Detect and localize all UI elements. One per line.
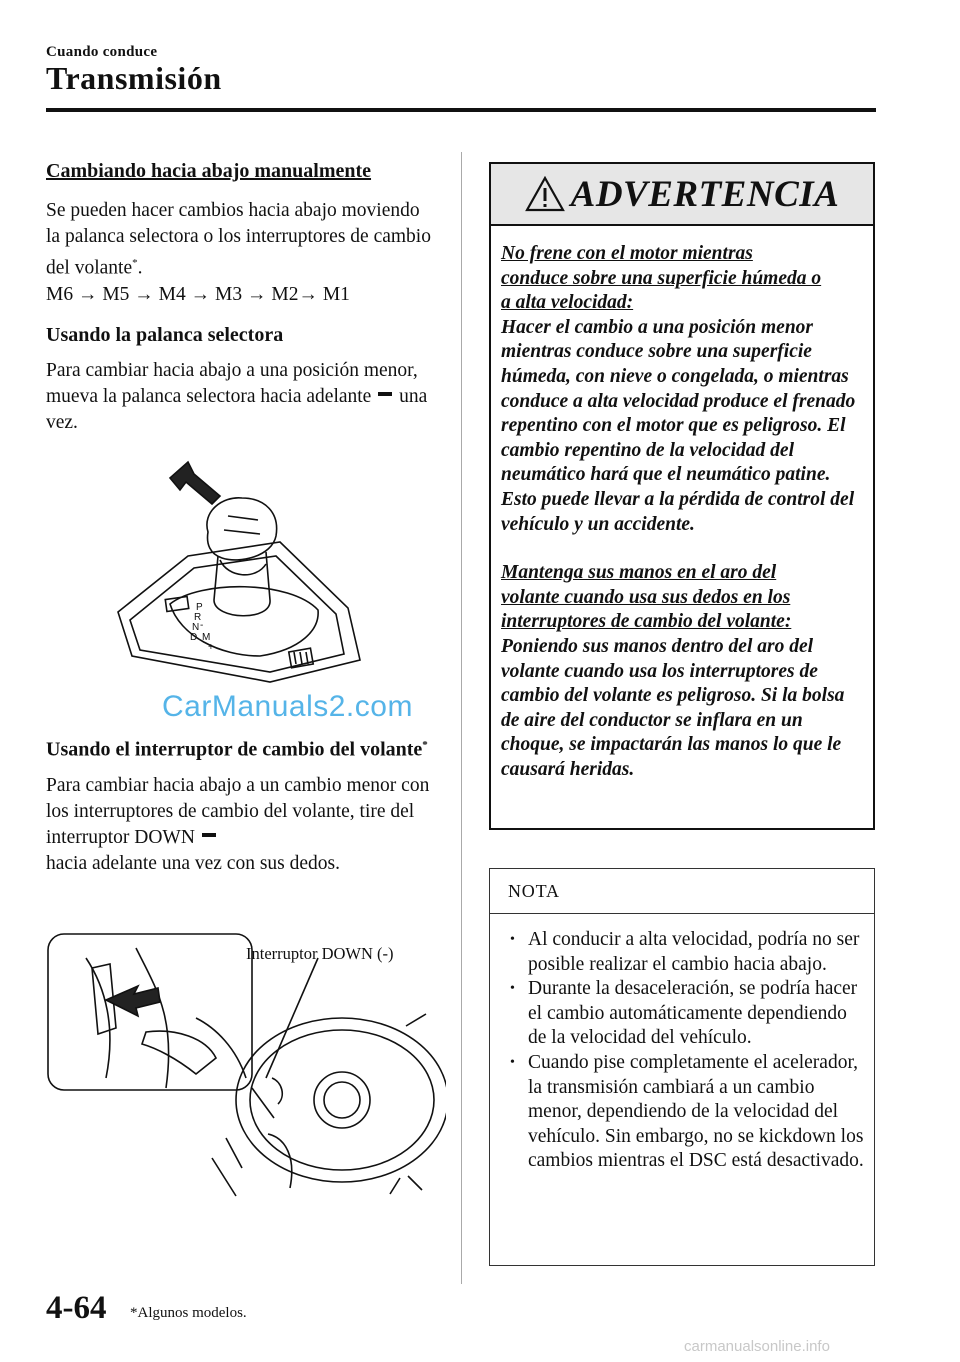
warning-heading-2: Mantenga sus manos en el aro del volante cuando usa sus dedos en los interruptores de cambio del volante:: [501, 562, 792, 633]
selector-lever-paragraph: Para cambiar hacia abajo a una posición menor, mueva la palanca selectora hacia adelante una vez.: [46, 359, 428, 433]
minus-symbol: [202, 833, 216, 837]
left-column: [46, 158, 438, 436]
note-box: [489, 868, 875, 1266]
shift-lever-illustration: [110, 460, 370, 685]
warning-body: [491, 226, 873, 782]
warning-text-1: Hacer el cambio a una posición menor mientras conduce sobre una superficie húmeda, con nieve o congelada, o mientras conduce a alta velocidad produce el frenado repentino con el motor que es peligroso. El cambio repentino de la velocidad del neumático hará que el neumático patine. Esto puede llevar a la pérdida de control del vehículo y un accidente.: [501, 316, 856, 535]
watermark: CarManuals2.com: [162, 690, 413, 723]
note-body: [490, 914, 874, 1174]
intro-paragraph: Se pueden hacer cambios hacia abajo moviendo la palanca selectora o los interruptores de cambio del volante*.: [46, 200, 431, 279]
page-title: Transmisión: [46, 60, 222, 96]
footnote: *Algunos modelos.: [130, 1305, 247, 1321]
note-item: • Durante la desaceleración, se podría hacer el cambio automáticamente dependiendo de la velocidad del vehículo.: [510, 977, 868, 1051]
subheading-selector-lever: Usando la palanca selectora: [46, 323, 284, 346]
section-heading: Cambiando hacia abajo manualmente: [46, 160, 372, 182]
header-rule: [46, 108, 876, 112]
gate-label-p: P: [196, 602, 203, 613]
warning-heading-1: No frene con el motor mientras conduce sobre una superficie húmeda o a alta velocidad:: [501, 243, 822, 314]
gate-label-n: N: [192, 622, 200, 633]
callout-down-switch: Interruptor DOWN (-): [246, 944, 394, 963]
steering-wheel-illustration: [46, 928, 446, 1198]
note-item: • Al conducir a alta velocidad, podría no ser posible realizar el cambio hacia abajo.: [510, 928, 868, 977]
site-watermark: carmanualsonline.info: [684, 1338, 830, 1355]
warning-box: [489, 162, 875, 830]
left-column-lower: [46, 732, 438, 877]
column-divider: [461, 152, 462, 1284]
page-number: 4-64: [46, 1290, 107, 1326]
warning-header: [491, 164, 873, 226]
gate-label-plus: +: [208, 642, 214, 653]
note-item: • Cuando pise completamente el acelerador, la transmisión cambiará a un cambio menor, dependiendo de la velocidad del vehículo. Sin embargo, no se kickdown los cambios mientras el DSC está desactivado.: [510, 1051, 868, 1174]
gate-label-d: D: [190, 632, 198, 643]
note-title: NOTA: [490, 869, 874, 914]
warning-triangle-icon: [525, 176, 565, 212]
subheading-steering-switch: Usando el interruptor de cambio del volante*: [46, 738, 428, 761]
gate-label-r: R: [194, 612, 202, 623]
steering-switch-paragraph: Para cambiar hacia abajo a un cambio menor con los interruptores de cambio del volante, tire del interruptor DOWN hacia adelante una vez con sus dedos.: [46, 774, 430, 874]
warning-title: ADVERTENCIA: [570, 173, 840, 215]
shift-sequence: M6 → M5 → M4 → M3 → M2→ M1: [46, 283, 350, 305]
gate-label-minus: -: [200, 620, 204, 631]
gate-label-m: M: [202, 632, 211, 643]
section-label: Cuando conduce: [46, 44, 158, 60]
warning-text-2: Poniendo sus manos dentro del aro del volante cuando usa los interruptores de cambio del volante es peligroso. Si la bolsa de aire del conductor se inflara en un choque, se impactarán las manos lo que le causará heridas.: [501, 635, 845, 780]
minus-symbol: [378, 392, 392, 396]
